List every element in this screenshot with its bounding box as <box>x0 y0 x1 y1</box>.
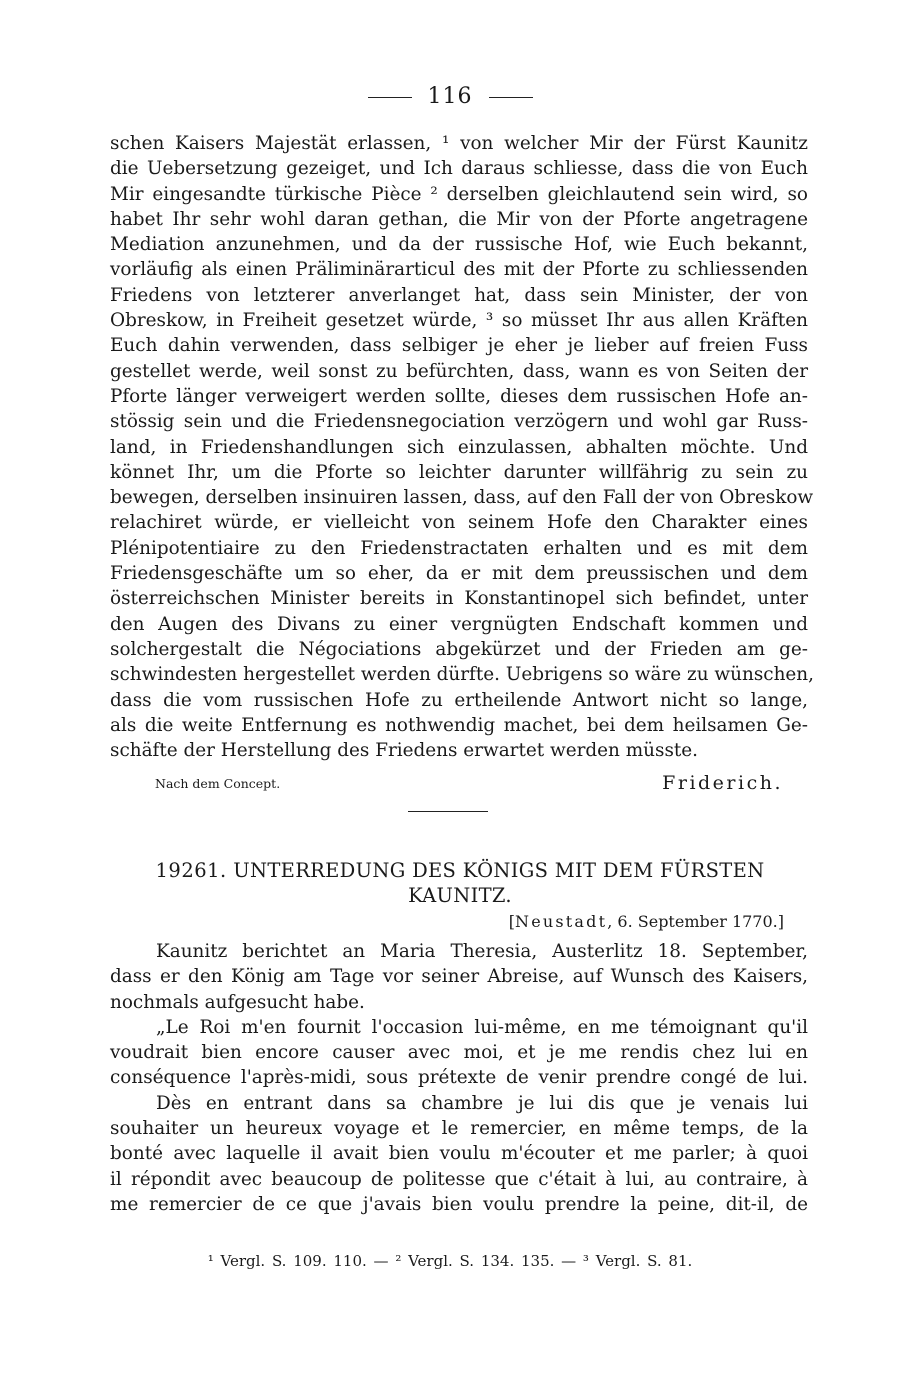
source-note: Nach dem Concept. <box>155 776 281 791</box>
section-line: nochmals aufgesucht habe. <box>110 991 365 1013</box>
body-line: solchergestalt die Négociations abgekürzet und der Frieden am ge- <box>110 638 808 660</box>
page-number-text: 116 <box>427 84 473 109</box>
section-line: Kaunitz berichtet an Maria Theresia, Austerlitz 18. September, <box>156 941 808 962</box>
section-title-line2: KAUNITZ. <box>408 884 512 907</box>
body-line: Plénipotentiaire zu den Friedenstractaten erhalten und es mit dem <box>110 537 808 559</box>
section-line: me remercier de ce que j'avais bien voulu prendre la peine, dit-il, de <box>110 1193 808 1215</box>
body-line: Euch dahin verwenden, dass selbiger je eher je lieber auf freien Fuss <box>110 335 808 357</box>
section-line: il répondit avec beaucoup de politesse que c'était à lui, au contraire, à <box>110 1168 808 1190</box>
body-line: bewegen, derselben insinuiren lassen, dass, auf den Fall der von Obreskow <box>110 487 814 509</box>
page-number-dash-right <box>489 97 533 98</box>
dateline-place: Neustadt <box>515 912 608 931</box>
body-line: Mediation anzunehmen, und da der russische Hof, wie Euch bekannt, <box>110 234 808 256</box>
section-line: souhaiter un heureux voyage et le remercier, en même temps, de la <box>110 1118 808 1140</box>
dateline-rest: , 6. September 1770.] <box>607 912 784 931</box>
body-line: Friedens von letzterer anverlanget hat, dass sein Minister, der von <box>110 284 808 306</box>
section-title-line1: UNTERREDUNG DES KÖNIGS MIT DEM FÜRSTEN <box>233 859 765 882</box>
page-number <box>0 84 900 109</box>
dateline-open: [ <box>508 912 515 931</box>
section-line: bonté avec laquelle il avait bien voulu m'écouter et me parler; à quoi <box>110 1143 808 1165</box>
body-line: vorläufig als einen Präliminärarticul des mit der Pforte zu schliessenden <box>110 259 808 281</box>
body-line: Mir eingesandte türkische Pièce ² derselben gleichlautend sein wird, so <box>110 183 808 205</box>
signature-row <box>155 772 783 798</box>
body-line: Obreskow, in Freiheit gesetzet würde, ³ so müsset Ihr aus allen Kräften <box>110 310 808 332</box>
page-number-dash-left <box>368 97 412 98</box>
body-line: Pforte länger verweigert werden sollte, dieses dem russischen Hofe an- <box>110 385 808 407</box>
section-heading <box>130 858 790 908</box>
body-line: gestellet werde, weil sonst zu befürchten, dass, wann es von Seiten der <box>110 360 808 382</box>
body-line: schwindesten hergestellet werden dürfte. Uebrigens so wäre zu wünschen, <box>110 664 814 686</box>
body-line: relachiret würde, er vielleicht von seinem Hofe den Charakter eines <box>110 512 808 534</box>
section-line: Dès en entrant dans sa chambre je lui dis que je venais lui <box>156 1092 808 1114</box>
body-line: als die weite Entfernung es nothwendig machet, bei dem heilsamen Ge- <box>110 714 808 736</box>
body-line: habet Ihr sehr wohl daran gethan, die Mir von der Pforte angetragene <box>110 208 808 230</box>
section-number: 19261. <box>155 859 227 882</box>
body-line: schäfte der Herstellung des Friedens erwartet werden müsste. <box>110 740 699 762</box>
section-line: conséquence l'après-midi, sous prétexte de venir prendre congé de lui. <box>110 1067 808 1089</box>
section-body <box>110 939 808 1217</box>
body-line: stössig sein und die Friedensnegociation verzögern und wohl gar Russ- <box>110 411 808 433</box>
signature: Friderich. <box>662 772 783 794</box>
body-line: schen Kaisers Majestät erlassen, ¹ von welcher Mir der Fürst Kaunitz <box>110 133 808 154</box>
section-divider <box>408 811 488 812</box>
footnotes: ¹ Vergl. S. 109. 110. — ² Vergl. S. 134. 135. — ³ Vergl. S. 81. <box>207 1252 693 1270</box>
section-line: dass er den König am Tage vor seiner Abreise, auf Wunsch des Kaisers, <box>110 966 808 988</box>
body-line: könnet Ihr, um die Pforte so leichter darunter willfährig zu sein zu <box>110 461 808 483</box>
body-line: Friedensgeschäfte um so eher, da er mit dem preussischen und dem <box>110 563 808 585</box>
body-line: österreichschen Minister bereits in Konstantinopel sich befindet, unter <box>110 588 808 610</box>
body-line: land, in Friedenshandlungen sich einzulassen, abhalten möchte. Und <box>110 436 808 458</box>
section-line: voudrait bien encore causer avec moi, et je me rendis chez lui en <box>110 1042 808 1064</box>
body-line: die Uebersetzung gezeiget, und Ich daraus schliesse, dass die von Euch <box>110 158 808 180</box>
body-line: den Augen des Divans zu einer vergnügten Endschaft kommen und <box>110 613 808 635</box>
body-line: dass die vom russischen Hofe zu ertheilende Antwort nicht so lange, <box>110 689 808 711</box>
section-line: „Le Roi m'en fournit l'occasion lui-même, en me témoignant qu'il <box>156 1016 808 1038</box>
section-dateline <box>509 912 784 931</box>
letter-body <box>110 131 814 763</box>
